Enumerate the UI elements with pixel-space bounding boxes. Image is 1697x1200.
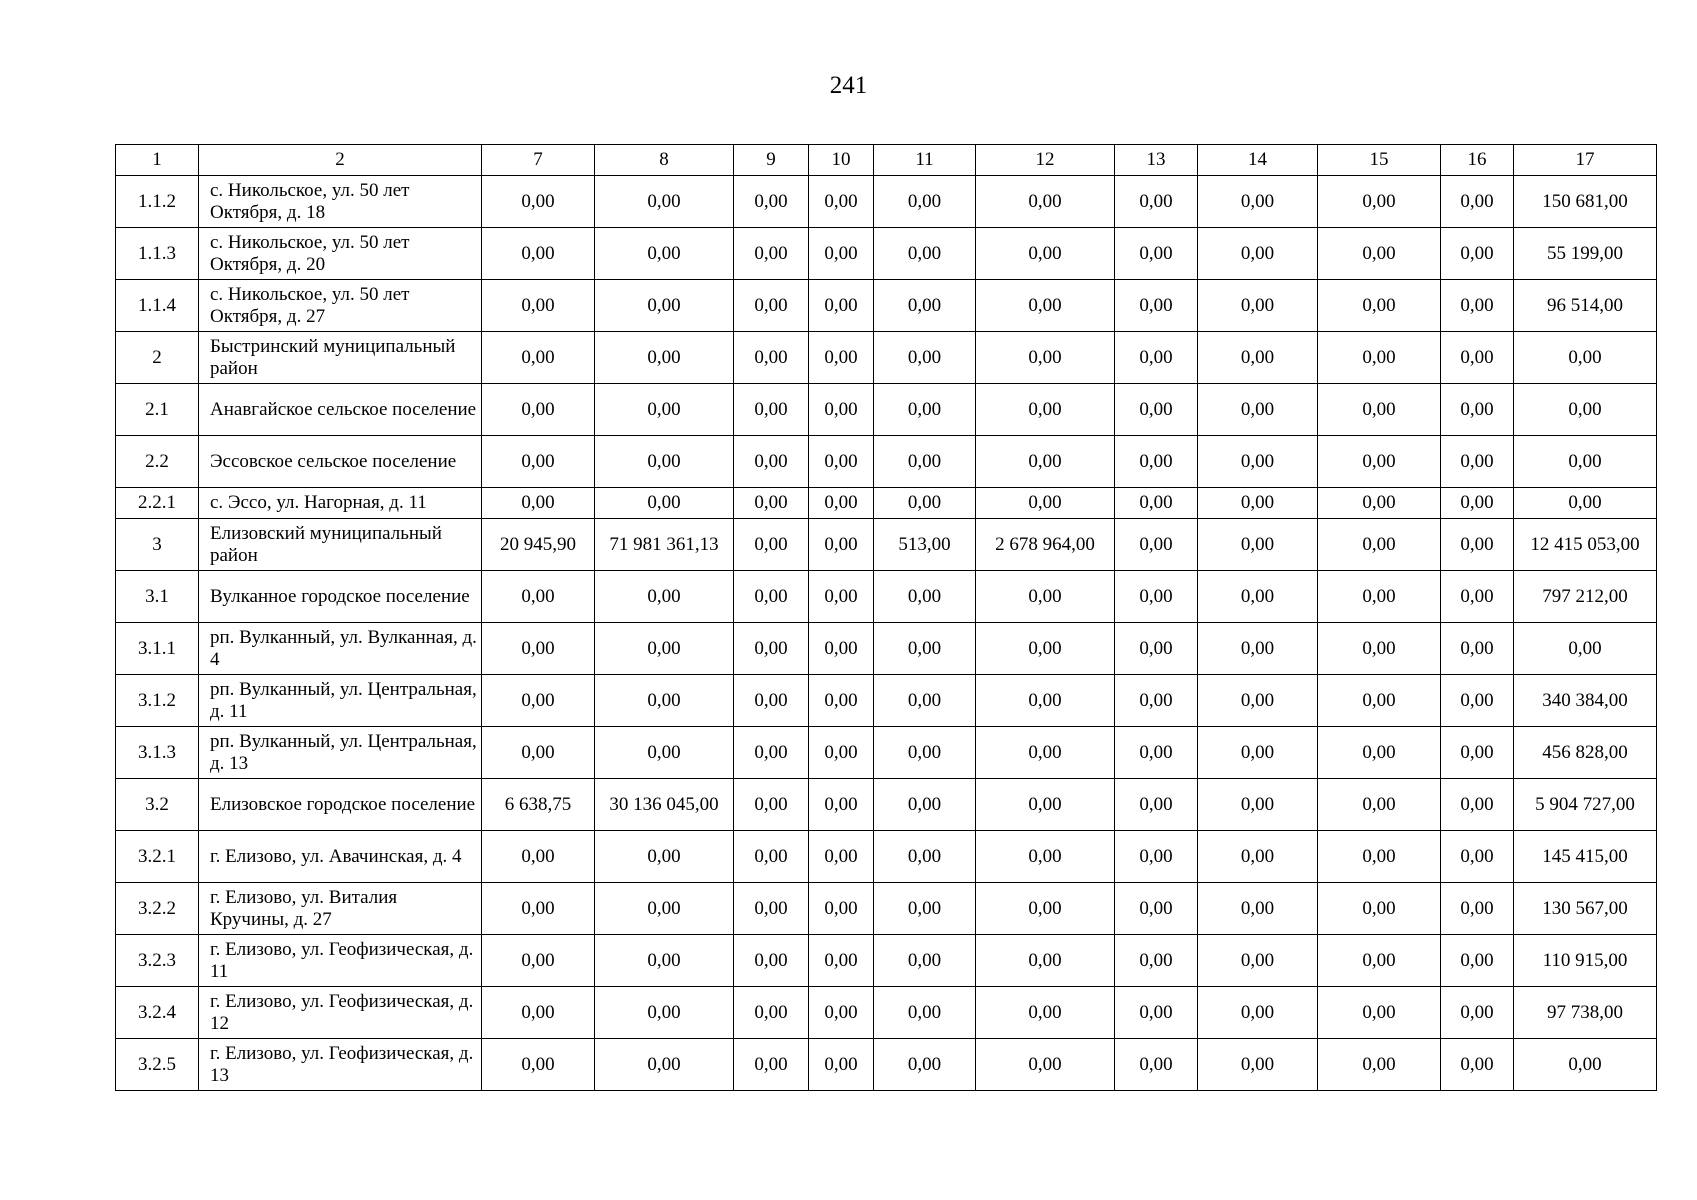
table-row bbox=[116, 779, 1657, 831]
value-cell: 0,00 bbox=[595, 176, 734, 228]
value-cell: 0,00 bbox=[1318, 987, 1441, 1039]
value-cell: 0,00 bbox=[595, 228, 734, 280]
table-row bbox=[116, 883, 1657, 935]
row-index-cell: 2.2.1 bbox=[116, 488, 199, 519]
value-cell: 0,00 bbox=[976, 779, 1115, 831]
value-cell: 96 514,00 bbox=[1514, 280, 1657, 332]
table-row bbox=[116, 488, 1657, 519]
table-row bbox=[116, 384, 1657, 436]
value-cell: 0,00 bbox=[976, 332, 1115, 384]
value-cell: 0,00 bbox=[874, 571, 976, 623]
value-cell: 513,00 bbox=[874, 519, 976, 571]
value-cell: 0,00 bbox=[874, 727, 976, 779]
value-cell: 0,00 bbox=[734, 176, 809, 228]
value-cell: 0,00 bbox=[1198, 675, 1318, 727]
value-cell: 130 567,00 bbox=[1514, 883, 1657, 935]
value-cell: 0,00 bbox=[1115, 332, 1198, 384]
value-cell: 0,00 bbox=[809, 228, 874, 280]
value-cell: 0,00 bbox=[1441, 488, 1514, 519]
row-name-cell: с. Эссо, ул. Нагорная, д. 11 bbox=[199, 488, 482, 519]
value-cell: 340 384,00 bbox=[1514, 675, 1657, 727]
column-header: 14 bbox=[1198, 145, 1318, 176]
value-cell: 0,00 bbox=[1441, 779, 1514, 831]
value-cell: 0,00 bbox=[1198, 831, 1318, 883]
table-row bbox=[116, 727, 1657, 779]
value-cell: 0,00 bbox=[809, 519, 874, 571]
value-cell: 0,00 bbox=[1115, 831, 1198, 883]
value-cell: 0,00 bbox=[482, 675, 595, 727]
value-cell: 0,00 bbox=[1441, 384, 1514, 436]
column-header: 7 bbox=[482, 145, 595, 176]
value-cell: 0,00 bbox=[1318, 436, 1441, 488]
table-row bbox=[116, 935, 1657, 987]
value-cell: 0,00 bbox=[874, 488, 976, 519]
table-row bbox=[116, 987, 1657, 1039]
value-cell: 0,00 bbox=[976, 831, 1115, 883]
value-cell: 0,00 bbox=[482, 384, 595, 436]
row-index-cell: 2.2 bbox=[116, 436, 199, 488]
table-row bbox=[116, 436, 1657, 488]
value-cell: 0,00 bbox=[1198, 623, 1318, 675]
value-cell: 0,00 bbox=[1198, 987, 1318, 1039]
row-name-cell: г. Елизово, ул. Геофизическая, д. 12 bbox=[199, 987, 482, 1039]
value-cell: 0,00 bbox=[734, 727, 809, 779]
row-name-cell: с. Никольское, ул. 50 лет Октября, д. 20 bbox=[199, 228, 482, 280]
value-cell: 0,00 bbox=[1318, 883, 1441, 935]
value-cell: 0,00 bbox=[874, 675, 976, 727]
value-cell: 0,00 bbox=[874, 779, 976, 831]
row-index-cell: 3.2 bbox=[116, 779, 199, 831]
value-cell: 0,00 bbox=[595, 332, 734, 384]
value-cell: 0,00 bbox=[1115, 571, 1198, 623]
row-name-cell: Елизовское городское поселение bbox=[199, 779, 482, 831]
value-cell: 0,00 bbox=[976, 384, 1115, 436]
value-cell: 0,00 bbox=[976, 436, 1115, 488]
value-cell: 0,00 bbox=[595, 280, 734, 332]
value-cell: 150 681,00 bbox=[1514, 176, 1657, 228]
value-cell: 0,00 bbox=[482, 436, 595, 488]
value-cell: 0,00 bbox=[482, 176, 595, 228]
column-header: 13 bbox=[1115, 145, 1198, 176]
value-cell: 0,00 bbox=[1115, 727, 1198, 779]
value-cell: 0,00 bbox=[809, 280, 874, 332]
value-cell: 0,00 bbox=[976, 623, 1115, 675]
value-cell: 0,00 bbox=[482, 831, 595, 883]
value-cell: 0,00 bbox=[1514, 332, 1657, 384]
value-cell: 0,00 bbox=[874, 623, 976, 675]
value-cell: 0,00 bbox=[809, 675, 874, 727]
data-table bbox=[115, 144, 1657, 1091]
row-name-cell: рп. Вулканный, ул. Центральная, д. 11 bbox=[199, 675, 482, 727]
column-header: 17 bbox=[1514, 145, 1657, 176]
row-index-cell: 3.2.1 bbox=[116, 831, 199, 883]
table-body bbox=[116, 176, 1657, 1091]
value-cell: 0,00 bbox=[595, 935, 734, 987]
value-cell: 0,00 bbox=[482, 332, 595, 384]
value-cell: 0,00 bbox=[809, 987, 874, 1039]
value-cell: 456 828,00 bbox=[1514, 727, 1657, 779]
value-cell: 797 212,00 bbox=[1514, 571, 1657, 623]
value-cell: 0,00 bbox=[734, 831, 809, 883]
value-cell: 0,00 bbox=[595, 831, 734, 883]
row-index-cell: 3.1 bbox=[116, 571, 199, 623]
column-header: 16 bbox=[1441, 145, 1514, 176]
row-index-cell: 1.1.3 bbox=[116, 228, 199, 280]
value-cell: 0,00 bbox=[1441, 571, 1514, 623]
value-cell: 0,00 bbox=[1198, 935, 1318, 987]
value-cell: 0,00 bbox=[1115, 675, 1198, 727]
value-cell: 12 415 053,00 bbox=[1514, 519, 1657, 571]
row-name-cell: г. Елизово, ул. Геофизическая, д. 11 bbox=[199, 935, 482, 987]
value-cell: 20 945,90 bbox=[482, 519, 595, 571]
value-cell: 0,00 bbox=[595, 571, 734, 623]
value-cell: 0,00 bbox=[976, 883, 1115, 935]
value-cell: 0,00 bbox=[874, 436, 976, 488]
value-cell: 0,00 bbox=[874, 228, 976, 280]
value-cell: 0,00 bbox=[874, 332, 976, 384]
value-cell: 0,00 bbox=[1318, 779, 1441, 831]
value-cell: 0,00 bbox=[1198, 1039, 1318, 1091]
value-cell: 2 678 964,00 bbox=[976, 519, 1115, 571]
value-cell: 0,00 bbox=[482, 987, 595, 1039]
value-cell: 0,00 bbox=[1441, 883, 1514, 935]
row-index-cell: 3 bbox=[116, 519, 199, 571]
column-header: 8 bbox=[595, 145, 734, 176]
value-cell: 97 738,00 bbox=[1514, 987, 1657, 1039]
value-cell: 0,00 bbox=[1115, 779, 1198, 831]
value-cell: 0,00 bbox=[874, 384, 976, 436]
column-header: 15 bbox=[1318, 145, 1441, 176]
row-name-cell: рп. Вулканный, ул. Центральная, д. 13 bbox=[199, 727, 482, 779]
value-cell: 0,00 bbox=[1318, 935, 1441, 987]
value-cell: 0,00 bbox=[976, 675, 1115, 727]
row-name-cell: рп. Вулканный, ул. Вулканная, д. 4 bbox=[199, 623, 482, 675]
value-cell: 0,00 bbox=[1318, 176, 1441, 228]
value-cell: 0,00 bbox=[1198, 332, 1318, 384]
table-row bbox=[116, 831, 1657, 883]
value-cell: 0,00 bbox=[874, 883, 976, 935]
value-cell: 0,00 bbox=[874, 280, 976, 332]
value-cell: 0,00 bbox=[1318, 623, 1441, 675]
value-cell: 0,00 bbox=[1514, 623, 1657, 675]
table-row bbox=[116, 228, 1657, 280]
table-header-row bbox=[116, 145, 1657, 176]
value-cell: 0,00 bbox=[1115, 228, 1198, 280]
table-row bbox=[116, 176, 1657, 228]
value-cell: 0,00 bbox=[809, 727, 874, 779]
value-cell: 0,00 bbox=[1318, 571, 1441, 623]
value-cell: 0,00 bbox=[734, 488, 809, 519]
value-cell: 0,00 bbox=[1115, 883, 1198, 935]
row-index-cell: 1.1.2 bbox=[116, 176, 199, 228]
row-index-cell: 3.1.1 bbox=[116, 623, 199, 675]
value-cell: 0,00 bbox=[482, 935, 595, 987]
row-name-cell: г. Елизово, ул. Геофизическая, д. 13 bbox=[199, 1039, 482, 1091]
value-cell: 0,00 bbox=[976, 571, 1115, 623]
value-cell: 0,00 bbox=[734, 779, 809, 831]
value-cell: 0,00 bbox=[1318, 675, 1441, 727]
value-cell: 0,00 bbox=[1441, 987, 1514, 1039]
value-cell: 0,00 bbox=[1514, 436, 1657, 488]
column-header: 12 bbox=[976, 145, 1115, 176]
value-cell: 0,00 bbox=[809, 571, 874, 623]
value-cell: 0,00 bbox=[734, 987, 809, 1039]
value-cell: 0,00 bbox=[1441, 675, 1514, 727]
value-cell: 0,00 bbox=[1514, 488, 1657, 519]
table-row bbox=[116, 332, 1657, 384]
value-cell: 0,00 bbox=[809, 1039, 874, 1091]
table-row bbox=[116, 519, 1657, 571]
row-name-cell: с. Никольское, ул. 50 лет Октября, д. 18 bbox=[199, 176, 482, 228]
column-header: 1 bbox=[116, 145, 199, 176]
column-header: 11 bbox=[874, 145, 976, 176]
value-cell: 0,00 bbox=[734, 384, 809, 436]
value-cell: 0,00 bbox=[1115, 436, 1198, 488]
value-cell: 0,00 bbox=[734, 332, 809, 384]
value-cell: 0,00 bbox=[1318, 384, 1441, 436]
value-cell: 0,00 bbox=[734, 623, 809, 675]
column-header: 2 bbox=[199, 145, 482, 176]
column-header: 9 bbox=[734, 145, 809, 176]
value-cell: 0,00 bbox=[976, 228, 1115, 280]
value-cell: 0,00 bbox=[809, 384, 874, 436]
value-cell: 0,00 bbox=[1441, 228, 1514, 280]
value-cell: 0,00 bbox=[1318, 280, 1441, 332]
value-cell: 0,00 bbox=[1318, 831, 1441, 883]
value-cell: 0,00 bbox=[874, 176, 976, 228]
table-row bbox=[116, 1039, 1657, 1091]
value-cell: 0,00 bbox=[809, 779, 874, 831]
value-cell: 0,00 bbox=[1198, 883, 1318, 935]
row-name-cell: Быстринский муниципальный район bbox=[199, 332, 482, 384]
row-name-cell: Эссовское сельское поселение bbox=[199, 436, 482, 488]
value-cell: 110 915,00 bbox=[1514, 935, 1657, 987]
value-cell: 0,00 bbox=[809, 176, 874, 228]
value-cell: 30 136 045,00 bbox=[595, 779, 734, 831]
value-cell: 0,00 bbox=[1441, 935, 1514, 987]
value-cell: 0,00 bbox=[1198, 228, 1318, 280]
value-cell: 71 981 361,13 bbox=[595, 519, 734, 571]
value-cell: 0,00 bbox=[482, 280, 595, 332]
value-cell: 0,00 bbox=[482, 727, 595, 779]
value-cell: 0,00 bbox=[482, 883, 595, 935]
value-cell: 0,00 bbox=[809, 883, 874, 935]
row-index-cell: 3.2.2 bbox=[116, 883, 199, 935]
table-row bbox=[116, 571, 1657, 623]
row-name-cell: Елизовский муниципальный район bbox=[199, 519, 482, 571]
row-index-cell: 3.1.2 bbox=[116, 675, 199, 727]
value-cell: 0,00 bbox=[595, 883, 734, 935]
value-cell: 0,00 bbox=[809, 436, 874, 488]
value-cell: 0,00 bbox=[1198, 571, 1318, 623]
value-cell: 0,00 bbox=[809, 488, 874, 519]
row-index-cell: 3.1.3 bbox=[116, 727, 199, 779]
value-cell: 0,00 bbox=[595, 384, 734, 436]
value-cell: 0,00 bbox=[734, 228, 809, 280]
value-cell: 0,00 bbox=[1198, 488, 1318, 519]
value-cell: 0,00 bbox=[874, 1039, 976, 1091]
value-cell: 0,00 bbox=[595, 727, 734, 779]
row-name-cell: г. Елизово, ул. Авачинская, д. 4 bbox=[199, 831, 482, 883]
row-index-cell: 1.1.4 bbox=[116, 280, 199, 332]
value-cell: 0,00 bbox=[1198, 436, 1318, 488]
value-cell: 0,00 bbox=[482, 228, 595, 280]
value-cell: 0,00 bbox=[1318, 1039, 1441, 1091]
value-cell: 0,00 bbox=[874, 987, 976, 1039]
value-cell: 0,00 bbox=[1441, 332, 1514, 384]
value-cell: 0,00 bbox=[976, 176, 1115, 228]
value-cell: 0,00 bbox=[1441, 623, 1514, 675]
row-name-cell: Вулканное городское поселение bbox=[199, 571, 482, 623]
value-cell: 0,00 bbox=[1115, 987, 1198, 1039]
value-cell: 0,00 bbox=[1115, 488, 1198, 519]
page-number: 241 bbox=[829, 72, 868, 99]
row-name-cell: Анавгайское сельское поселение bbox=[199, 384, 482, 436]
value-cell: 0,00 bbox=[595, 436, 734, 488]
value-cell: 0,00 bbox=[874, 831, 976, 883]
value-cell: 0,00 bbox=[482, 623, 595, 675]
value-cell: 0,00 bbox=[1115, 1039, 1198, 1091]
value-cell: 0,00 bbox=[1318, 727, 1441, 779]
value-cell: 0,00 bbox=[734, 1039, 809, 1091]
value-cell: 0,00 bbox=[734, 571, 809, 623]
value-cell: 0,00 bbox=[482, 1039, 595, 1091]
value-cell: 0,00 bbox=[976, 987, 1115, 1039]
value-cell: 0,00 bbox=[809, 332, 874, 384]
value-cell: 0,00 bbox=[734, 280, 809, 332]
value-cell: 0,00 bbox=[976, 280, 1115, 332]
value-cell: 0,00 bbox=[976, 935, 1115, 987]
value-cell: 0,00 bbox=[1441, 436, 1514, 488]
value-cell: 0,00 bbox=[1441, 1039, 1514, 1091]
value-cell: 0,00 bbox=[1198, 176, 1318, 228]
column-header: 10 bbox=[809, 145, 874, 176]
value-cell: 0,00 bbox=[1115, 280, 1198, 332]
value-cell: 0,00 bbox=[1441, 831, 1514, 883]
row-name-cell: г. Елизово, ул. Виталия Кручины, д. 27 bbox=[199, 883, 482, 935]
value-cell: 0,00 bbox=[976, 488, 1115, 519]
value-cell: 0,00 bbox=[595, 1039, 734, 1091]
value-cell: 145 415,00 bbox=[1514, 831, 1657, 883]
value-cell: 0,00 bbox=[1441, 519, 1514, 571]
value-cell: 0,00 bbox=[1198, 280, 1318, 332]
table-row bbox=[116, 623, 1657, 675]
row-index-cell: 3.2.3 bbox=[116, 935, 199, 987]
value-cell: 55 199,00 bbox=[1514, 228, 1657, 280]
value-cell: 0,00 bbox=[734, 519, 809, 571]
value-cell: 0,00 bbox=[1115, 176, 1198, 228]
value-cell: 0,00 bbox=[976, 727, 1115, 779]
value-cell: 0,00 bbox=[595, 987, 734, 1039]
value-cell: 0,00 bbox=[1198, 384, 1318, 436]
value-cell: 0,00 bbox=[809, 935, 874, 987]
value-cell: 0,00 bbox=[734, 935, 809, 987]
value-cell: 0,00 bbox=[1514, 384, 1657, 436]
value-cell: 0,00 bbox=[1441, 727, 1514, 779]
value-cell: 0,00 bbox=[1318, 228, 1441, 280]
table-row bbox=[116, 675, 1657, 727]
value-cell: 0,00 bbox=[1514, 1039, 1657, 1091]
value-cell: 0,00 bbox=[595, 675, 734, 727]
row-index-cell: 3.2.4 bbox=[116, 987, 199, 1039]
value-cell: 6 638,75 bbox=[482, 779, 595, 831]
value-cell: 0,00 bbox=[1198, 779, 1318, 831]
value-cell: 0,00 bbox=[809, 623, 874, 675]
value-cell: 0,00 bbox=[1318, 332, 1441, 384]
value-cell: 0,00 bbox=[1198, 519, 1318, 571]
row-index-cell: 2.1 bbox=[116, 384, 199, 436]
value-cell: 0,00 bbox=[809, 831, 874, 883]
value-cell: 0,00 bbox=[482, 488, 595, 519]
value-cell: 0,00 bbox=[734, 675, 809, 727]
value-cell: 0,00 bbox=[1115, 384, 1198, 436]
value-cell: 0,00 bbox=[976, 1039, 1115, 1091]
value-cell: 0,00 bbox=[734, 883, 809, 935]
value-cell: 0,00 bbox=[734, 436, 809, 488]
value-cell: 0,00 bbox=[1441, 280, 1514, 332]
value-cell: 0,00 bbox=[1115, 519, 1198, 571]
row-name-cell: с. Никольское, ул. 50 лет Октября, д. 27 bbox=[199, 280, 482, 332]
value-cell: 0,00 bbox=[1115, 935, 1198, 987]
value-cell: 0,00 bbox=[874, 935, 976, 987]
row-index-cell: 3.2.5 bbox=[116, 1039, 199, 1091]
value-cell: 5 904 727,00 bbox=[1514, 779, 1657, 831]
value-cell: 0,00 bbox=[1441, 176, 1514, 228]
value-cell: 0,00 bbox=[1198, 727, 1318, 779]
table-row bbox=[116, 280, 1657, 332]
value-cell: 0,00 bbox=[482, 571, 595, 623]
value-cell: 0,00 bbox=[1318, 519, 1441, 571]
row-index-cell: 2 bbox=[116, 332, 199, 384]
value-cell: 0,00 bbox=[595, 488, 734, 519]
value-cell: 0,00 bbox=[1115, 623, 1198, 675]
value-cell: 0,00 bbox=[595, 623, 734, 675]
value-cell: 0,00 bbox=[1318, 488, 1441, 519]
